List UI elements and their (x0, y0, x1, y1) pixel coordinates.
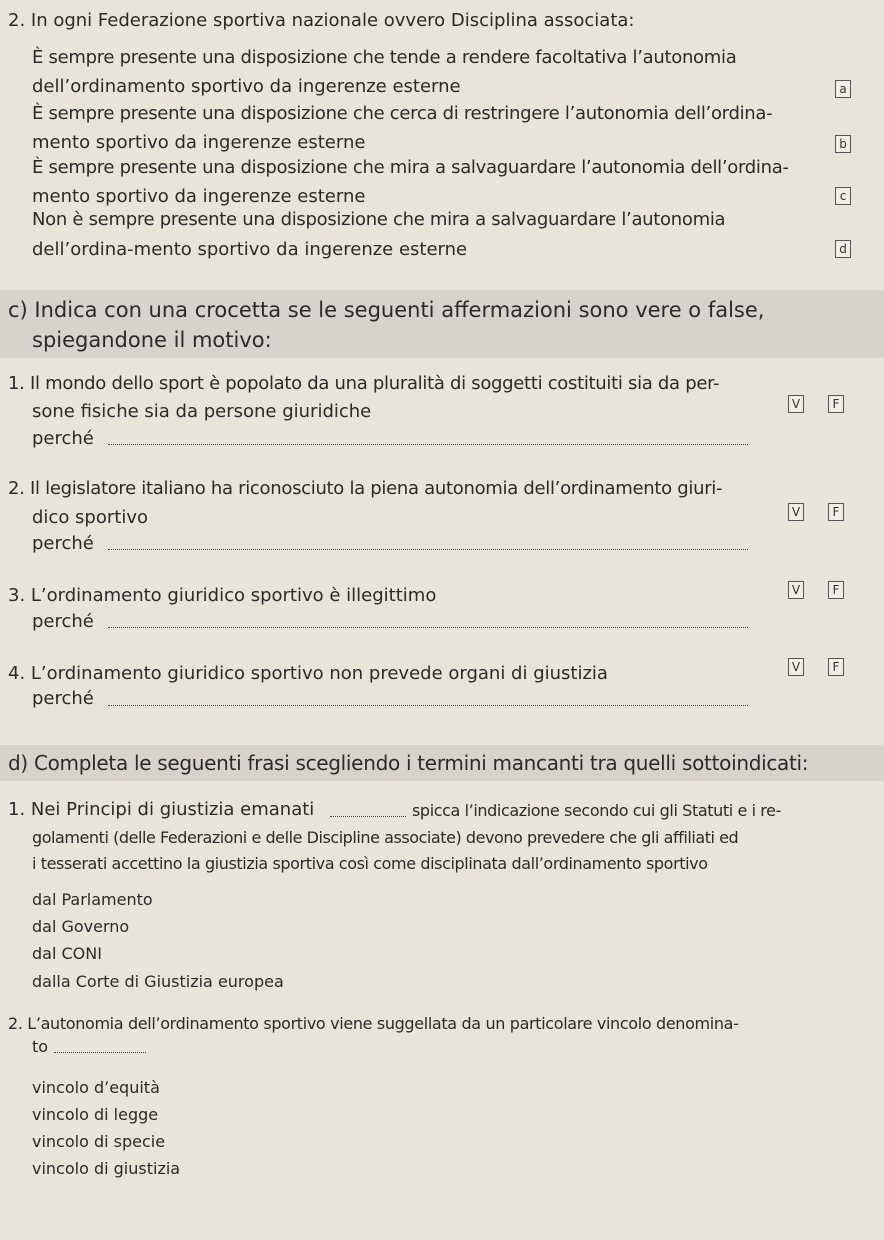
option-a-line1: È sempre presente una disposizione che tende a rendere facoltativa l’autonomia (32, 47, 737, 68)
statement-1-false-box[interactable]: F (828, 395, 844, 413)
statement-2-false-box[interactable]: F (828, 503, 844, 521)
option-a-line2: dell’ordinamento sportivo da ingerenze esterne (32, 76, 461, 97)
fill-1-choice-4[interactable]: dalla Corte di Giustizia europea (32, 972, 284, 991)
fill-1-choice-2[interactable]: dal Governo (32, 917, 130, 936)
question-2-title: 2. In ogni Federazione sportiva nazionale ovvero Disciplina associata: (8, 10, 635, 31)
fill-2-choice-3[interactable]: vincolo di specie (32, 1132, 166, 1151)
option-d-box[interactable]: d (835, 240, 851, 258)
statement-1-perche: perché (32, 428, 94, 449)
option-b-box[interactable]: b (835, 135, 851, 153)
statement-4-line1: 4. L’ordinamento giuridico sportivo non prevede organi di giustizia (8, 663, 608, 684)
fill-2-choice-2[interactable]: vincolo di legge (32, 1105, 159, 1124)
statement-3-false-box[interactable]: F (828, 581, 844, 599)
statement-2-perche: perché (32, 533, 94, 554)
option-d-line2: dell’ordina-mento sportivo da ingerenze esterne (32, 239, 468, 260)
fill-1-line1-end: spicca l’indicazione secondo cui gli Statuti e i re- (412, 801, 781, 820)
statement-4-answer-line[interactable] (108, 705, 748, 706)
fill-1-line3: i tesserati accettino la giustizia sportiva così come disciplinata dall’ordinamento sportivo (32, 854, 708, 873)
statement-3-perche: perché (32, 611, 94, 632)
statement-2-true-box[interactable]: V (788, 503, 804, 521)
option-c-line1: È sempre presente una disposizione che mira a salvaguardare l’autonomia dell’ordina- (32, 157, 789, 178)
statement-2-line1: 2. Il legislatore italiano ha riconosciuto la piena autonomia dell’ordinamento giuri- (8, 478, 723, 499)
option-c-box[interactable]: c (835, 187, 851, 205)
statement-1-line1: 1. Il mondo dello sport è popolato da una pluralità di soggetti costituiti sia da per- (8, 373, 720, 394)
statement-4-perche: perché (32, 688, 94, 709)
fill-2-choice-1[interactable]: vincolo d’equità (32, 1078, 160, 1097)
statement-4-true-box[interactable]: V (788, 658, 804, 676)
statement-2-line2: dico sportivo (32, 507, 148, 528)
fill-1-line2: golamenti (delle Federazioni e delle Discipline associate) devono prevedere che gli affiliati ed (32, 828, 739, 847)
fill-2-blank[interactable] (54, 1052, 146, 1053)
statement-3-true-box[interactable]: V (788, 581, 804, 599)
fill-1-choice-3[interactable]: dal CONI (32, 944, 102, 963)
option-c-line2: mento sportivo da ingerenze esterne (32, 186, 366, 207)
statement-1-true-box[interactable]: V (788, 395, 804, 413)
statement-3-line1: 3. L’ordinamento giuridico sportivo è illegittimo (8, 585, 437, 606)
fill-2-line1: 2. L’autonomia dell’ordinamento sportivo viene suggellata da un particolare vincolo denomina- (8, 1014, 739, 1033)
fill-1-line1-start: 1. Nei Principi di giustizia emanati (8, 799, 315, 820)
option-b-line2: mento sportivo da ingerenze esterne (32, 132, 366, 153)
option-d-line1: Non è sempre presente una disposizione che mira a salvaguardare l’autonomia (32, 209, 726, 230)
statement-4-false-box[interactable]: F (828, 658, 844, 676)
fill-1-blank[interactable] (330, 816, 406, 817)
statement-3-answer-line[interactable] (108, 627, 748, 628)
section-c-heading-line2: spiegandone il motivo: (32, 328, 272, 352)
fill-2-line2: to (32, 1037, 49, 1056)
option-a-box[interactable]: a (835, 80, 851, 98)
statement-1-answer-line[interactable] (108, 444, 748, 445)
statement-1-line2: sone fisiche sia da persone giuridiche (32, 401, 372, 422)
section-d-heading: d) Completa le seguenti frasi scegliendo i termini mancanti tra quelli sottoindicati: (8, 751, 809, 775)
option-b-line1: È sempre presente una disposizione che cerca di restringere l’autonomia dell’ordina- (32, 103, 773, 124)
section-c-heading-line1: c) Indica con una crocetta se le seguenti affermazioni sono vere o false, (8, 298, 765, 322)
fill-1-choice-1[interactable]: dal Parlamento (32, 890, 153, 909)
statement-2-answer-line[interactable] (108, 549, 748, 550)
fill-2-choice-4[interactable]: vincolo di giustizia (32, 1159, 181, 1178)
